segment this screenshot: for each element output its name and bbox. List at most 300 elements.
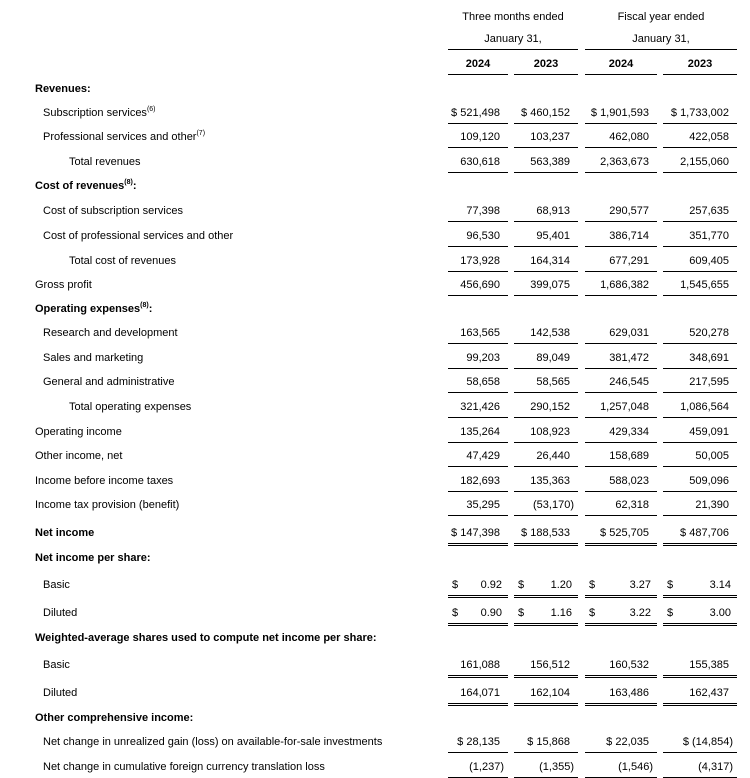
- value-cell: [585, 760, 657, 774]
- cell-underline: [585, 147, 657, 148]
- value-number: 456,690: [460, 279, 500, 291]
- cell-underline: [585, 625, 657, 626]
- header-year-col1: 2024: [465, 58, 491, 70]
- cell-underline: [514, 417, 578, 418]
- cell-underline: [663, 491, 737, 492]
- value-number: (1,237): [469, 761, 504, 773]
- cell-underline: [448, 595, 508, 596]
- cell-underline: [514, 123, 578, 124]
- row-label-text: Cost of professional services and other: [43, 230, 234, 242]
- cell-underline: [663, 271, 737, 272]
- value-cell: [663, 326, 737, 340]
- value-number: 103,237: [530, 131, 570, 143]
- cell-underline: [585, 623, 657, 624]
- row-label: [35, 551, 151, 565]
- value-number: 188,533: [530, 527, 570, 539]
- cell-underline: [585, 343, 657, 344]
- cell-underline: [448, 677, 508, 678]
- row-label: [35, 711, 193, 725]
- row-label: [43, 578, 70, 592]
- row-label-text: Net income per share:: [35, 552, 151, 564]
- table-row: [0, 498, 750, 512]
- cell-underline: [448, 705, 508, 706]
- cell-underline: [514, 491, 578, 492]
- cell-underline: [448, 271, 508, 272]
- value-cell: [514, 498, 578, 512]
- cell-underline: [514, 466, 578, 467]
- table-row: [0, 155, 750, 169]
- value-cell: [585, 449, 657, 463]
- cell-underline: [514, 221, 578, 222]
- cell-underline: [585, 271, 657, 272]
- cell-underline: [585, 123, 657, 124]
- value-cell: [514, 658, 578, 672]
- header-rule-fiscal-year: [585, 49, 737, 50]
- cell-underline: [514, 677, 578, 678]
- cell-underline: [663, 368, 737, 369]
- value-number: 1,545,655: [680, 279, 729, 291]
- value-number: 563,389: [530, 156, 570, 168]
- value-number: 161,088: [460, 659, 500, 671]
- cell-underline: [663, 147, 737, 148]
- row-label: [43, 375, 174, 389]
- value-number: 164,314: [530, 255, 570, 267]
- value-cell: [663, 400, 737, 414]
- value-cell: [514, 130, 578, 144]
- header-rule-year-col4: [663, 74, 737, 75]
- value-cell: [585, 375, 657, 389]
- cell-underline: [663, 221, 737, 222]
- cell-underline: [514, 752, 578, 753]
- cell-underline: [663, 545, 737, 546]
- row-label: [43, 658, 70, 672]
- cell-underline: [585, 368, 657, 369]
- value-number: 381,472: [609, 352, 649, 364]
- table-row: [0, 179, 750, 193]
- currency-symbol: $: [521, 107, 528, 119]
- value-number: 290,152: [530, 401, 570, 413]
- header-rule-year-col1: [448, 74, 508, 75]
- cell-underline: [448, 625, 508, 626]
- cell-underline: [663, 595, 737, 596]
- value-cell: [585, 326, 657, 340]
- currency-symbol: $: [600, 527, 607, 539]
- currency-symbol: $: [518, 579, 525, 591]
- table-row: [0, 278, 750, 292]
- cell-underline: [514, 442, 578, 443]
- value-number: 158,689: [609, 450, 649, 462]
- value-cell: [448, 375, 508, 389]
- value-number: 162,437: [689, 687, 729, 699]
- value-cell: [448, 425, 508, 439]
- value-number: 629,031: [609, 327, 649, 339]
- row-label-text: Sales and marketing: [43, 352, 144, 364]
- value-cell: [514, 449, 578, 463]
- cell-underline: [514, 597, 578, 598]
- cell-underline: [585, 442, 657, 443]
- value-number: (1,355): [539, 761, 574, 773]
- row-label-text: Operating expenses: [35, 303, 141, 315]
- row-label: [35, 179, 136, 193]
- cell-underline: [585, 221, 657, 222]
- value-cell: [514, 400, 578, 414]
- cell-underline: [448, 543, 508, 544]
- cell-underline: [585, 705, 657, 706]
- value-cell: [585, 498, 657, 512]
- value-cell: [663, 106, 737, 120]
- cell-underline: [663, 417, 737, 418]
- value-number: 1,257,048: [600, 401, 649, 413]
- value-cell: [663, 375, 737, 389]
- cell-underline: [448, 752, 508, 753]
- cell-underline: [448, 295, 508, 296]
- value-number: 135,264: [460, 426, 500, 438]
- value-number: 1,686,382: [600, 279, 649, 291]
- value-cell: [448, 578, 508, 592]
- value-number: 509,096: [689, 475, 729, 487]
- header-year-col2: 2023: [533, 58, 559, 70]
- cell-underline: [663, 466, 737, 467]
- cell-underline: [448, 392, 508, 393]
- value-number: 1,086,564: [680, 401, 729, 413]
- currency-symbol: $: [590, 107, 597, 119]
- row-label-text: Subscription services: [43, 107, 147, 119]
- row-label-text: Gross profit: [35, 279, 92, 291]
- row-label-text: Professional services and other: [43, 131, 197, 143]
- table-row: [0, 400, 750, 414]
- table-row: [0, 551, 750, 565]
- cell-underline: [663, 597, 737, 598]
- currency-symbol: $: [452, 607, 459, 619]
- value-cell: [514, 106, 578, 120]
- cell-underline: [514, 392, 578, 393]
- table-row: [0, 425, 750, 439]
- value-cell: [585, 658, 657, 672]
- cell-underline: [663, 543, 737, 544]
- header-rule-three-months: [448, 49, 578, 50]
- value-cell: [514, 229, 578, 243]
- value-cell: [663, 229, 737, 243]
- value-number: 95,401: [536, 230, 570, 242]
- row-label: [43, 229, 233, 243]
- table-row: [0, 130, 750, 144]
- table-row: [0, 711, 750, 725]
- value-number: 58,658: [466, 376, 500, 388]
- value-number: 429,334: [609, 426, 649, 438]
- row-label: [43, 351, 143, 365]
- cell-underline: [663, 705, 737, 706]
- header-three-months-line2: January 31,: [484, 33, 542, 45]
- value-cell: [663, 578, 737, 592]
- value-number: 155,385: [689, 659, 729, 671]
- value-number: 460,152: [530, 107, 570, 119]
- table-row: [0, 631, 750, 645]
- currency-symbol: $: [589, 579, 596, 591]
- cell-underline: [514, 625, 578, 626]
- value-number: 520,278: [689, 327, 729, 339]
- value-cell: [663, 254, 737, 268]
- header-rule-year-col3: [585, 74, 657, 75]
- cell-underline: [514, 147, 578, 148]
- value-number: 3.14: [709, 579, 731, 591]
- value-cell: [585, 204, 657, 218]
- value-number: 109,120: [460, 131, 500, 143]
- value-number: 99,203: [466, 352, 500, 364]
- value-cell: [585, 155, 657, 169]
- row-label-text: Other income, net: [35, 450, 123, 462]
- cell-underline: [663, 343, 737, 344]
- value-cell: [514, 760, 578, 774]
- cell-underline: [514, 368, 578, 369]
- value-number: 21,390: [695, 499, 729, 511]
- cell-underline: [448, 147, 508, 148]
- cell-underline: [663, 123, 737, 124]
- table-row: [0, 686, 750, 700]
- header-fiscal-year-line2: January 31,: [632, 33, 690, 45]
- value-cell: [448, 326, 508, 340]
- row-label-text: Cost of subscription services: [43, 205, 183, 217]
- value-number: 163,565: [460, 327, 500, 339]
- value-number: 164,071: [460, 687, 500, 699]
- value-cell: [448, 686, 508, 700]
- value-number: 246,545: [609, 376, 649, 388]
- currency-symbol: $: [606, 736, 613, 748]
- cell-underline: [663, 703, 737, 704]
- cell-underline: [585, 417, 657, 418]
- value-cell: [585, 474, 657, 488]
- cell-underline: [585, 597, 657, 598]
- currency-symbol: $: [667, 607, 674, 619]
- row-label: [43, 130, 205, 144]
- value-number: 521,498: [460, 107, 500, 119]
- row-label-text: Basic: [43, 659, 70, 671]
- value-number: (14,854): [692, 736, 733, 748]
- value-cell: [448, 498, 508, 512]
- value-number: 2,363,673: [600, 156, 649, 168]
- value-cell: [663, 351, 737, 365]
- row-label: [43, 760, 325, 774]
- value-cell: [448, 658, 508, 672]
- cell-underline: [585, 752, 657, 753]
- table-row: [0, 606, 750, 620]
- table-row: [0, 106, 750, 120]
- value-number: 147,398: [460, 527, 500, 539]
- value-number: 677,291: [609, 255, 649, 267]
- row-label-text: Income before income taxes: [35, 475, 174, 487]
- cell-underline: [663, 752, 737, 753]
- header-year-col3: 2024: [608, 58, 634, 70]
- cell-underline: [514, 343, 578, 344]
- header-three-months-line1: Three months ended: [462, 11, 564, 23]
- cell-underline: [514, 545, 578, 546]
- value-cell: [448, 130, 508, 144]
- value-number: 0.90: [480, 607, 502, 619]
- value-number: 351,770: [689, 230, 729, 242]
- cell-underline: [514, 172, 578, 173]
- row-label: [43, 735, 382, 749]
- value-number: 50,005: [695, 450, 729, 462]
- value-cell: [448, 278, 508, 292]
- value-cell: [448, 106, 508, 120]
- cell-underline: [663, 392, 737, 393]
- table-row: [0, 760, 750, 774]
- row-label-text: Other comprehensive income:: [35, 712, 194, 724]
- cell-underline: [448, 172, 508, 173]
- row-label-text: Weighted-average shares used to compute net income per share:: [35, 632, 377, 644]
- value-cell: [585, 425, 657, 439]
- value-cell: [663, 155, 737, 169]
- cell-underline: [514, 543, 578, 544]
- cell-underline: [448, 221, 508, 222]
- value-cell: [448, 254, 508, 268]
- cell-underline: [585, 543, 657, 544]
- value-number: 68,913: [536, 205, 570, 217]
- row-label-text: Net change in cumulative foreign currency translation loss: [43, 761, 325, 773]
- row-label: [69, 400, 191, 414]
- value-cell: [663, 278, 737, 292]
- table-row: [0, 326, 750, 340]
- cell-underline: [448, 491, 508, 492]
- cell-underline: [585, 595, 657, 596]
- value-cell: [585, 686, 657, 700]
- value-cell: [448, 229, 508, 243]
- cell-underline: [585, 675, 657, 676]
- header-fiscal-year-line1: Fiscal year ended: [617, 11, 705, 23]
- value-number: 3.00: [709, 607, 731, 619]
- value-number: 3.27: [629, 579, 651, 591]
- currency-symbol: $: [457, 736, 464, 748]
- value-cell: [585, 278, 657, 292]
- value-number: 0.92: [480, 579, 502, 591]
- value-number: 386,714: [609, 230, 649, 242]
- cell-underline: [514, 515, 578, 516]
- table-row: [0, 302, 750, 316]
- value-cell: [514, 526, 578, 540]
- table-row: [0, 351, 750, 365]
- row-label: [35, 526, 94, 540]
- value-number: 89,049: [536, 352, 570, 364]
- value-number: 487,706: [689, 527, 729, 539]
- value-number: 2,155,060: [680, 156, 729, 168]
- value-cell: [514, 375, 578, 389]
- row-label-text: Diluted: [43, 607, 78, 619]
- row-label-text: Net income: [35, 527, 95, 539]
- value-cell: [663, 735, 737, 749]
- value-number: 160,532: [609, 659, 649, 671]
- currency-symbol: $: [670, 107, 677, 119]
- currency-symbol: $: [521, 527, 528, 539]
- value-cell: [514, 351, 578, 365]
- value-number: 22,035: [615, 736, 649, 748]
- row-label: [69, 254, 176, 268]
- cell-underline: [514, 295, 578, 296]
- cell-underline: [448, 515, 508, 516]
- value-cell: [514, 278, 578, 292]
- label-suffix: :: [132, 180, 137, 192]
- currency-symbol: $: [680, 527, 687, 539]
- value-cell: [663, 498, 737, 512]
- cell-underline: [514, 595, 578, 596]
- footnote-ref: (7): [196, 130, 206, 137]
- row-label: [35, 302, 152, 316]
- cell-underline: [585, 246, 657, 247]
- value-number: 35,295: [466, 499, 500, 511]
- table-row: [0, 254, 750, 268]
- value-cell: [448, 155, 508, 169]
- value-number: 459,091: [689, 426, 729, 438]
- row-label-text: Net change in unrealized gain (loss) on available-for-sale investments: [43, 736, 383, 748]
- row-label-text: Cost of revenues: [35, 180, 125, 192]
- value-cell: [448, 760, 508, 774]
- value-cell: [448, 351, 508, 365]
- value-cell: [448, 526, 508, 540]
- table-row: [0, 578, 750, 592]
- table-row: [0, 735, 750, 749]
- cell-underline: [448, 123, 508, 124]
- value-cell: [585, 229, 657, 243]
- value-cell: [514, 686, 578, 700]
- row-label: [35, 278, 92, 292]
- footnote-ref: (6): [146, 106, 156, 113]
- header-rule-year-col2: [514, 74, 578, 75]
- row-label: [43, 326, 178, 340]
- currency-symbol: $: [682, 736, 689, 748]
- label-suffix: :: [148, 303, 153, 315]
- cell-underline: [448, 703, 508, 704]
- value-cell: [585, 130, 657, 144]
- value-number: (1,546): [618, 761, 653, 773]
- value-number: 217,595: [689, 376, 729, 388]
- value-cell: [663, 606, 737, 620]
- cell-underline: [514, 705, 578, 706]
- cell-underline: [663, 675, 737, 676]
- cell-underline: [663, 623, 737, 624]
- value-cell: [663, 760, 737, 774]
- value-number: 77,398: [466, 205, 500, 217]
- value-cell: [585, 526, 657, 540]
- currency-symbol: $: [667, 579, 674, 591]
- cell-underline: [448, 466, 508, 467]
- value-cell: [514, 735, 578, 749]
- value-number: 26,440: [536, 450, 570, 462]
- cell-underline: [585, 515, 657, 516]
- cell-underline: [448, 545, 508, 546]
- cell-underline: [585, 545, 657, 546]
- table-row: [0, 449, 750, 463]
- value-cell: [514, 326, 578, 340]
- value-cell: [585, 400, 657, 414]
- value-cell: [663, 686, 737, 700]
- cell-underline: [514, 271, 578, 272]
- header-year-col4: 2023: [687, 58, 713, 70]
- cell-underline: [663, 172, 737, 173]
- value-number: 135,363: [530, 475, 570, 487]
- value-cell: [514, 204, 578, 218]
- value-number: 257,635: [689, 205, 729, 217]
- value-cell: [585, 578, 657, 592]
- value-number: 1,733,002: [680, 107, 729, 119]
- value-number: 1.20: [550, 579, 572, 591]
- row-label: [35, 498, 179, 512]
- value-number: 108,923: [530, 426, 570, 438]
- value-cell: [663, 425, 737, 439]
- value-cell: [585, 254, 657, 268]
- row-label-text: Total operating expenses: [69, 401, 192, 413]
- value-cell: [448, 400, 508, 414]
- row-label: [35, 631, 377, 645]
- cell-underline: [663, 677, 737, 678]
- value-number: 163,486: [609, 687, 649, 699]
